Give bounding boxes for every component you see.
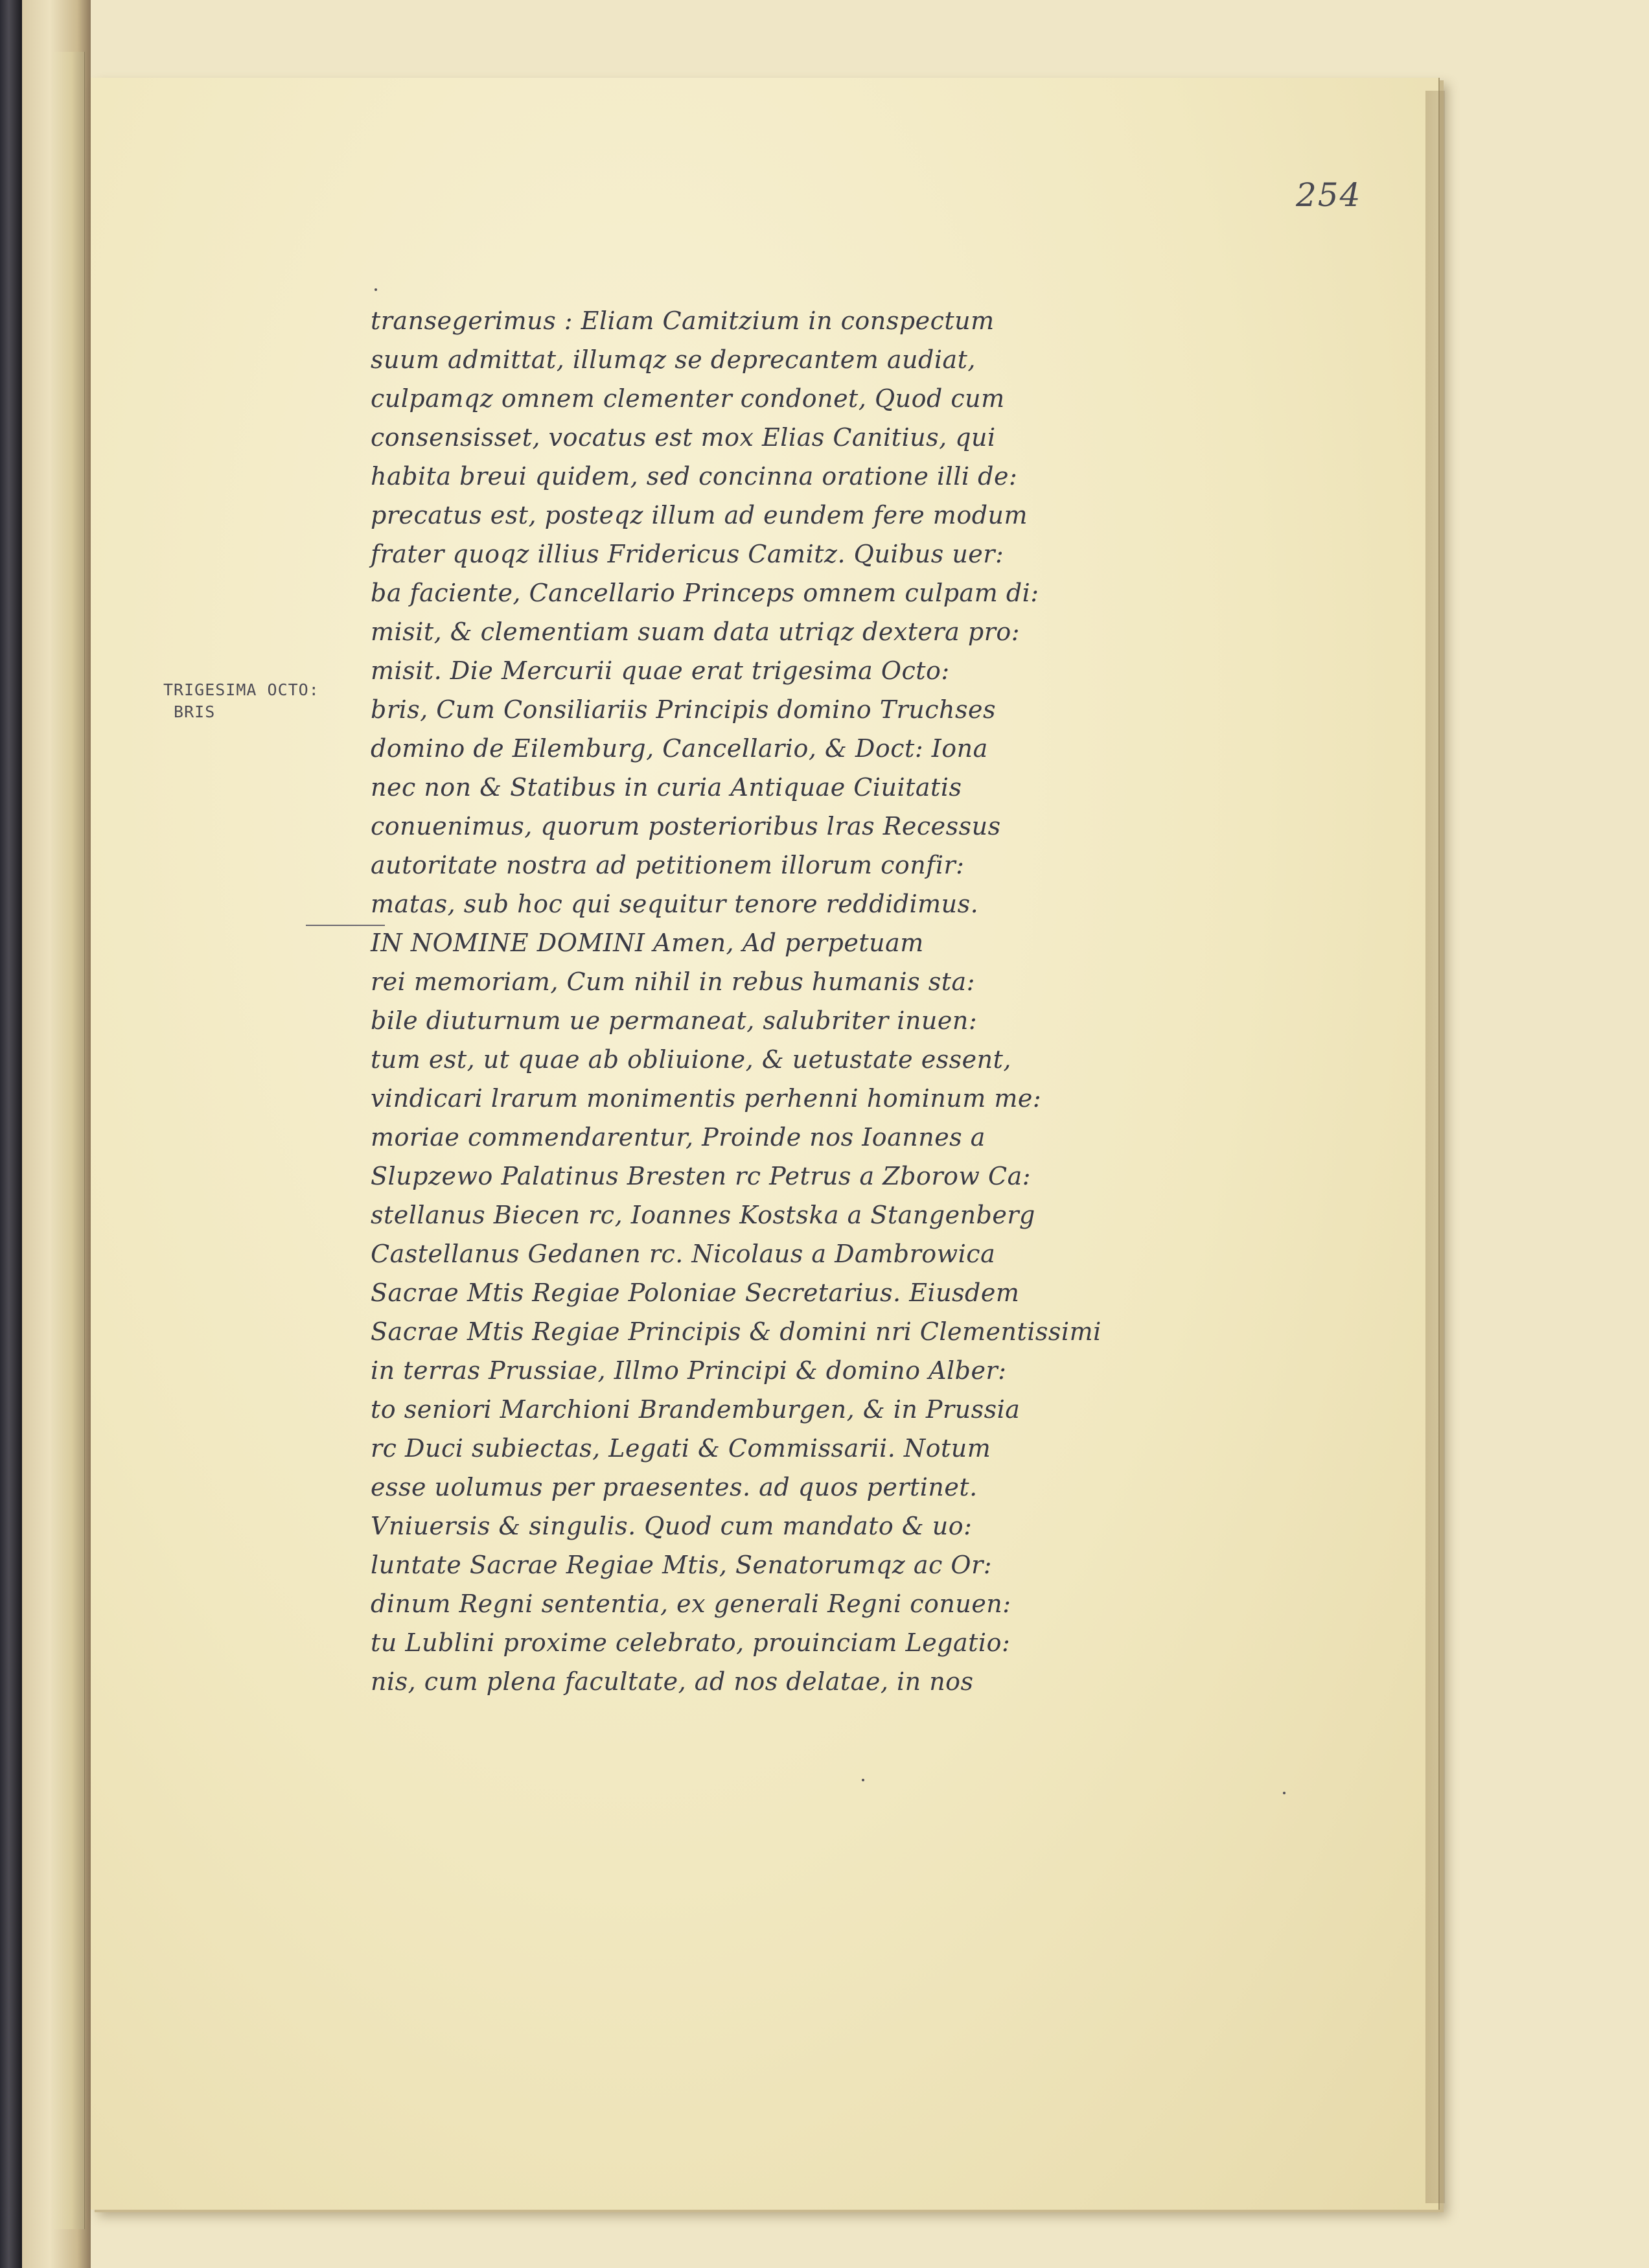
text-line: misit. Die Mercurii quae erat trigesima Octo: [371, 656, 950, 685]
text-line: misit, & clementiam suam data utriqz dextera pro: [371, 618, 1021, 646]
text-line: habita breui quidem, sed concinna oratione illi de: [371, 462, 1018, 491]
text-line: consensisset, vocatus est mox Elias Canitius, qui [371, 423, 996, 452]
text-line: Sacrae Mtis Regiae Poloniae Secretarius. Eiusdem [371, 1279, 1020, 1307]
text-line: tum est, ut quae ab obliuione, & uetustate essent, [371, 1045, 1011, 1074]
text-line: nec non & Statibus in curia Antiquae Ciuitatis [371, 773, 962, 802]
text-line: bris, Cum Consiliariis Principis domino Truchses [371, 695, 996, 724]
text-line: stellanus Biecen rc, Ioannes Kostska a Stangenberg [371, 1201, 1035, 1229]
page-edge-shadow [1425, 91, 1445, 2203]
text-line: matas, sub hoc qui sequitur tenore reddidimus. [371, 890, 979, 918]
text-line: in terras Prussiae, Illmo Principi & domino Alber: [371, 1356, 1007, 1385]
text-line: IN NOMINE DOMINI Amen, Ad perpetuam [371, 929, 924, 957]
previous-page-edge [53, 52, 85, 2229]
text-line: domino de Eilemburg, Cancellario, & Doct: Iona [371, 734, 988, 763]
text-line: luntate Sacrae Regiae Mtis, Senatorumqz ac Or: [371, 1551, 993, 1579]
text-line: frater quoqz illius Fridericus Camitz. Quibus uer: [371, 540, 1004, 568]
text-line: nis, cum plena facultate, ad nos delatae, in nos [371, 1667, 974, 1696]
text-line: culpamqz omnem clementer condonet, Quod cum [371, 384, 1005, 413]
text-line: moriae commendarentur, Proinde nos Ioannes a [371, 1123, 986, 1151]
text-line: dinum Regni sententia, ex generali Regni conuen: [371, 1590, 1011, 1618]
book-spine [0, 0, 22, 2268]
text-line: Slupzewo Palatinus Bresten rc Petrus a Zborow Ca: [371, 1162, 1032, 1190]
text-line: bile diuturnum ue permaneat, salubriter inuen: [371, 1006, 978, 1035]
ink-speck [1283, 1792, 1286, 1794]
text-line: suum admittat, illumqz se deprecantem audiat, [371, 345, 976, 374]
text-line: Vniuersis & singulis. Quod cum mandato & uo: [371, 1512, 973, 1540]
text-line: vindicari lrarum monimentis perhenni hominum me: [371, 1084, 1042, 1113]
text-line: Castellanus Gedanen rc. Nicolaus a Dambrowica [371, 1240, 996, 1268]
text-line: autoritate nostra ad petitionem illorum confir: [371, 851, 965, 879]
ink-speck [375, 288, 377, 291]
text-line: transegerimus : Eliam Camitzium in conspectum [371, 307, 995, 335]
margin-note: TRIGESIMA OCTO: BRIS [163, 680, 319, 721]
text-line: to seniori Marchioni Brandemburgen, & in Prussia [371, 1395, 1021, 1424]
text-line: esse uolumus per praesentes. ad quos pertinet. [371, 1473, 978, 1501]
ink-speck [862, 1779, 864, 1781]
text-line: rei memoriam, Cum nihil in rebus humanis sta: [371, 967, 975, 996]
folio-number: 254 [1296, 176, 1362, 214]
text-line: rc Duci subiectas, Legati & Commissarii. Notum [371, 1434, 991, 1463]
text-line: precatus est, posteqz illum ad eundem fere modum [371, 501, 1028, 529]
text-line: Sacrae Mtis Regiae Principis & domini nri Clementissimi [371, 1317, 1101, 1346]
manuscript-text [371, 301, 1187, 1701]
text-line: conuenimus, quorum posterioribus lras Recessus [371, 812, 1001, 840]
text-line: tu Lublini proxime celebrato, prouinciam Legatio: [371, 1628, 1011, 1657]
text-line: ba faciente, Cancellario Princeps omnem culpam di: [371, 579, 1039, 607]
